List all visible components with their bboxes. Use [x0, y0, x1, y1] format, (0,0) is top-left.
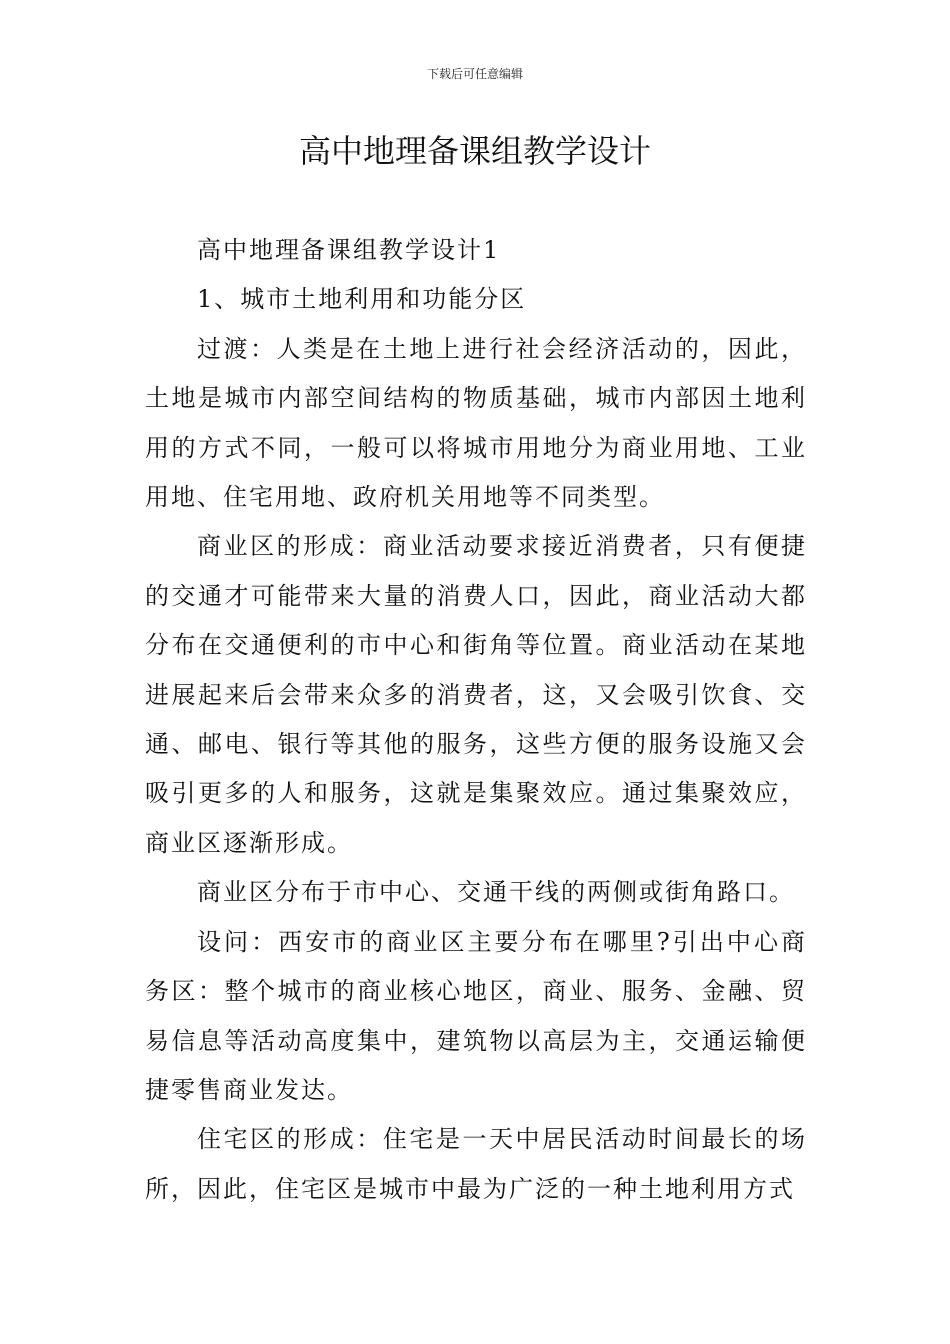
paragraph-commercial-formation: 商业区的形成：商业活动要求接近消费者，只有便捷的交通才可能带来大量的消费人口，因此，商业活动大都分布在交通便利的市中心和街角等位置。商业活动在某地进展起来后会带来众多的消费者，这，又会吸引饮食、交通、邮电、银行等其他的服务，这些方便的服务设施又会吸引更多的人和服务，这就是集聚效应。通过集聚效应，商业区逐渐形成。 [145, 532, 807, 857]
paragraph-residential-formation: 住宅区的形成：住宅是一天中居民活动时间最长的场所，因此，住宅区是城市中最为广泛的一种土地利用方式 [145, 1125, 807, 1203]
paragraph-heading-1: 1、城市土地利用和功能分区 [197, 285, 527, 314]
document-body [145, 226, 807, 1214]
paragraph-section-title: 高中地理备课组教学设计1 [197, 236, 501, 264]
paragraph-question-cbd: 设问：西安市的商业区主要分布在哪里?引出中心商务区：整个城市的商业核心地区，商业、服务、金融、贸易信息等活动高度集中，建筑物以高层为主，交通运输便捷零售商业发达。 [145, 927, 807, 1104]
paragraph-commercial-distribution: 商业区分布于市中心、交通干线的两侧或街角路口。 [197, 878, 795, 907]
paragraph-transition: 过渡：人类是在土地上进行社会经济活动的，因此，土地是城市内部空间结构的物质基础，城市内部因土地利用的方式不同，一般可以将城市用地分为商业用地、工业用地、住宅用地、政府机关用地等不同类型。 [145, 334, 807, 512]
page-title: 高中地理备课组教学设计 [298, 132, 651, 170]
header-note: 下载后可任意编辑 [426, 67, 523, 81]
